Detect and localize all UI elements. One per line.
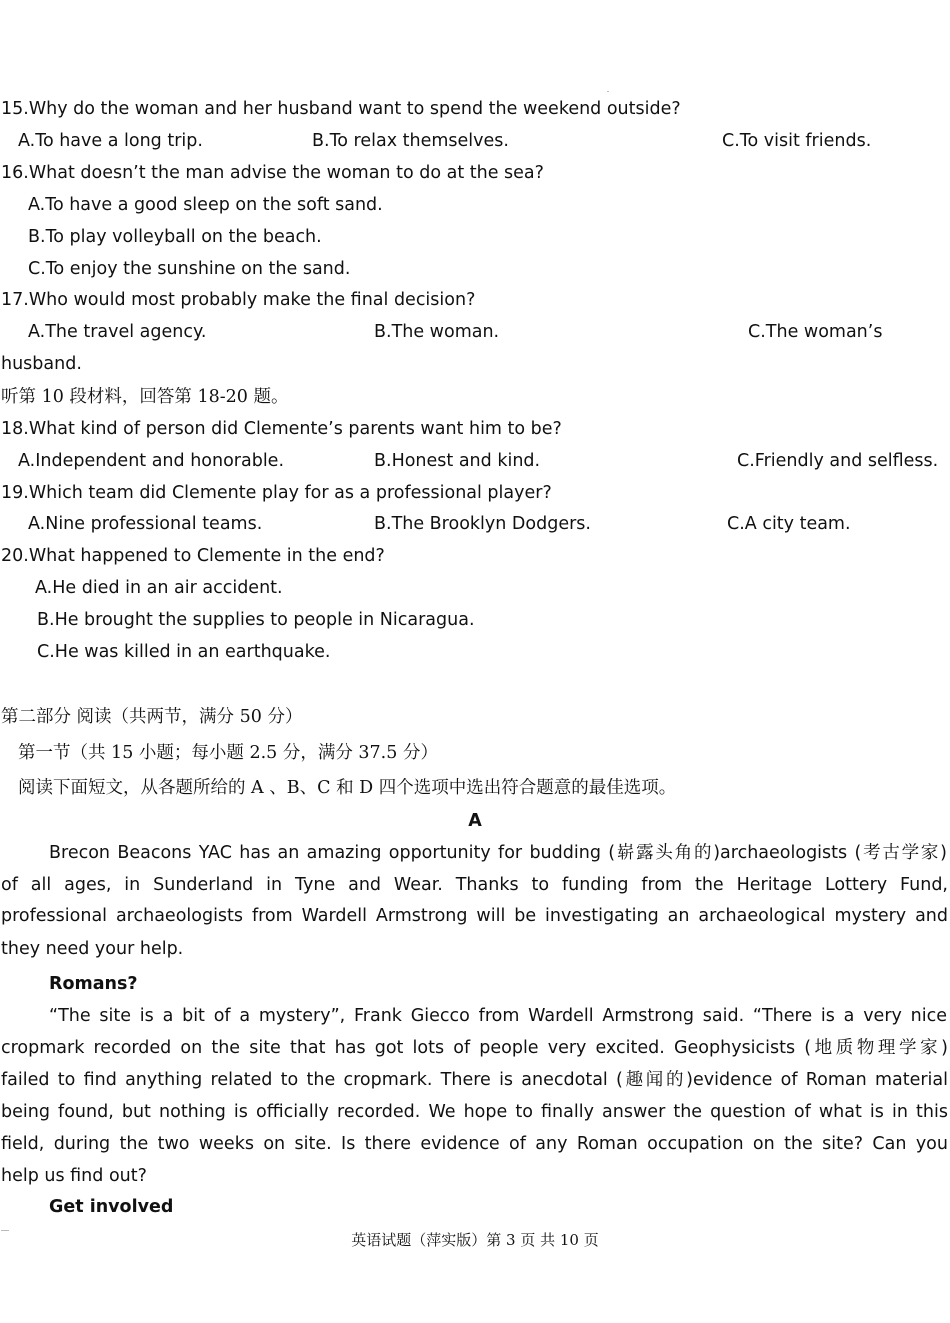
q15-option-a: A.To have a long trip. (18, 131, 203, 151)
paragraph-1-line: they need your help. (1, 939, 184, 959)
q17-option-c: C.The woman’s (748, 322, 883, 342)
reading-section-title: 第一节（共 15 小题；每小题 2.5 分，满分 37.5 分） (18, 743, 438, 763)
question-18: 18.What kind of person did Clemente’s parents want him to be? (1, 419, 562, 439)
heading-romans: Romans? (49, 974, 138, 994)
q17-option-b: B.The woman. (374, 322, 500, 342)
paragraph-1-line: of all ages, in Sunderland in Tyne and Wear. Thanks to funding from the Heritage Lottery Fund, (1, 875, 948, 895)
q16-option-a: A.To have a good sleep on the soft sand. (28, 195, 383, 215)
question-17: 17.Who would most probably make the final decision? (1, 290, 476, 310)
paragraph-2-line: cropmark recorded on the site that has got lots of people very excited. Geophysicists (地质物理学家) (1, 1038, 948, 1058)
q19-option-b: B.The Brooklyn Dodgers. (374, 514, 591, 534)
q19-option-a: A.Nine professional teams. (28, 514, 263, 534)
paragraph-2-line: “The site is a bit of a mystery”, Frank Giecco from Wardell Armstrong said. “There is a very nice (49, 1006, 947, 1026)
paragraph-2-line: failed to find anything related to the cropmark. There is anecdotal (趣闻的)evidence of Roman material (1, 1070, 948, 1090)
page-footer: 英语试题（萍实版）第 3 页 共 10 页 (351, 1231, 599, 1249)
reading-part-title: 第二部分 阅读（共两节，满分 50 分） (1, 707, 303, 727)
question-20: 20.What happened to Clemente in the end? (1, 546, 385, 566)
paragraph-2-line: being found, but nothing is officially recorded. We hope to finally answer the question of what is in this (1, 1102, 948, 1122)
paragraph-1-line: Brecon Beacons YAC has an amazing opportunity for budding (崭露头角的)archaeologists (考古学家) (49, 843, 947, 863)
question-19: 19.Which team did Clemente play for as a professional player? (1, 483, 552, 503)
q16-option-b: B.To play volleyball on the beach. (28, 227, 322, 247)
q16-option-c: C.To enjoy the sunshine on the sand. (28, 259, 351, 279)
q20-option-a: A.He died in an air accident. (35, 578, 283, 598)
question-16: 16.What doesn’t the man advise the woman to do at the sea? (1, 163, 544, 183)
reading-instruction: 阅读下面短文，从各题所给的 A 、B、C 和 D 四个选项中选出符合题意的最佳选项。 (18, 778, 677, 798)
q20-option-c: C.He was killed in an earthquake. (37, 642, 331, 662)
passage-label: A (468, 811, 482, 831)
q18-option-a: A.Independent and honorable. (18, 451, 285, 471)
paragraph-2-line: field, during the two weeks on site. Is there evidence of any Roman occupation on the site? Can you (1, 1134, 948, 1154)
q20-option-b: B.He brought the supplies to people in Nicaragua. (37, 610, 475, 630)
q18-option-c: C.Friendly and selfless. (737, 451, 939, 471)
q19-option-c: C.A city team. (727, 514, 851, 534)
q15-option-b: B.To relax themselves. (312, 131, 509, 151)
paragraph-1-line: professional archaeologists from Wardell Armstrong will be investigating an archaeological mystery and (1, 906, 948, 926)
heading-get-involved: Get involved (49, 1197, 174, 1217)
paragraph-2-line: help us find out? (1, 1166, 147, 1186)
q17-option-c-continued: husband. (1, 354, 82, 374)
q17-option-a: A.The travel agency. (28, 322, 207, 342)
q15-option-c: C.To visit friends. (722, 131, 872, 151)
scan-mark (607, 91, 609, 92)
q18-option-b: B.Honest and kind. (374, 451, 541, 471)
question-15: 15.Why do the woman and her husband want to spend the weekend outside? (1, 99, 681, 119)
instruction-18-20: 听第 10 段材料，回答第 18-20 题。 (1, 387, 289, 407)
